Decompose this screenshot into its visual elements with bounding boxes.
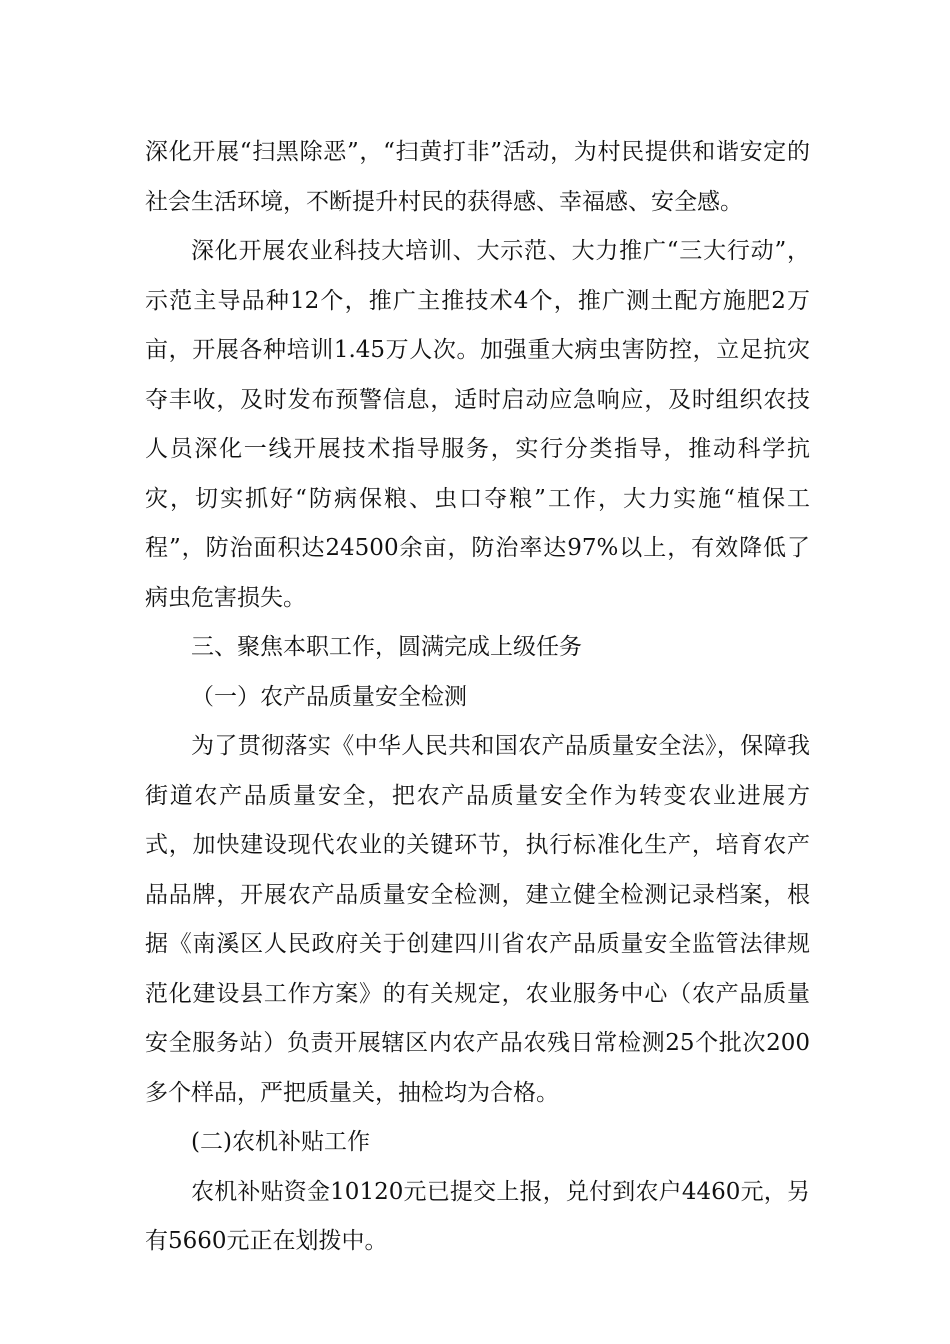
section-heading-3: 三、聚焦本职工作，圆满完成上级任务 <box>191 634 582 660</box>
paragraph-social-environment: 深化开展“扫黑除恶”，“扫黄打非”活动，为村民提供和谐安定的社会生活环境，不断提升村民的获得感、幸福感、安全感。 <box>145 139 810 215</box>
document-body <box>145 128 810 1267</box>
subsection-heading-quality: （一）农产品质量安全检测 <box>191 683 467 710</box>
paragraph-agri-tech: 深化开展农业科技大培训、大示范、大力推广“三大行动”，示范主导品种12个，推广主推技术4个，推广测土配方施肥2万亩，开展各种培训1.45万人次。加强重大病虫害防控，立足抗灾夺丰收，及时发布预警信息，适时启动应急响应，及时组织农技人员深化一线开展技术指导服务，实行分类指导，推动科学抗灾，切实抓好“防病保粮、虫口夺粮”工作，大力实施“植保工程”，防治面积达24500余亩，防治率达97%以上，有效降低了病虫危害损失。 <box>145 238 810 611</box>
paragraph-machinery-subsidy: 农机补贴资金10120元已提交上报，兑付到农户4460元，另有5660元正在划拨中。 <box>145 1178 810 1254</box>
subsection-heading-subsidy: (二)农机补贴工作 <box>191 1129 370 1155</box>
paragraph-quality-testing: 为了贯彻落实《中华人民共和国农产品质量安全法》，保障我街道农产品质量安全，把农产品质量安全作为转变农业进展方式，加快建设现代农业的关键环节，执行标准化生产，培育农产品品牌，开展农产品质量安全检测，建立健全检测记录档案，根据《南溪区人民政府关于创建四川省农产品质量安全监管法律规范化建设县工作方案》的有关规定，农业服务中心（农产品质量安全服务站）负责开展辖区内农产品农残日常检测25个批次200多个样品，严把质量关，抽检均为合格。 <box>145 733 810 1106</box>
